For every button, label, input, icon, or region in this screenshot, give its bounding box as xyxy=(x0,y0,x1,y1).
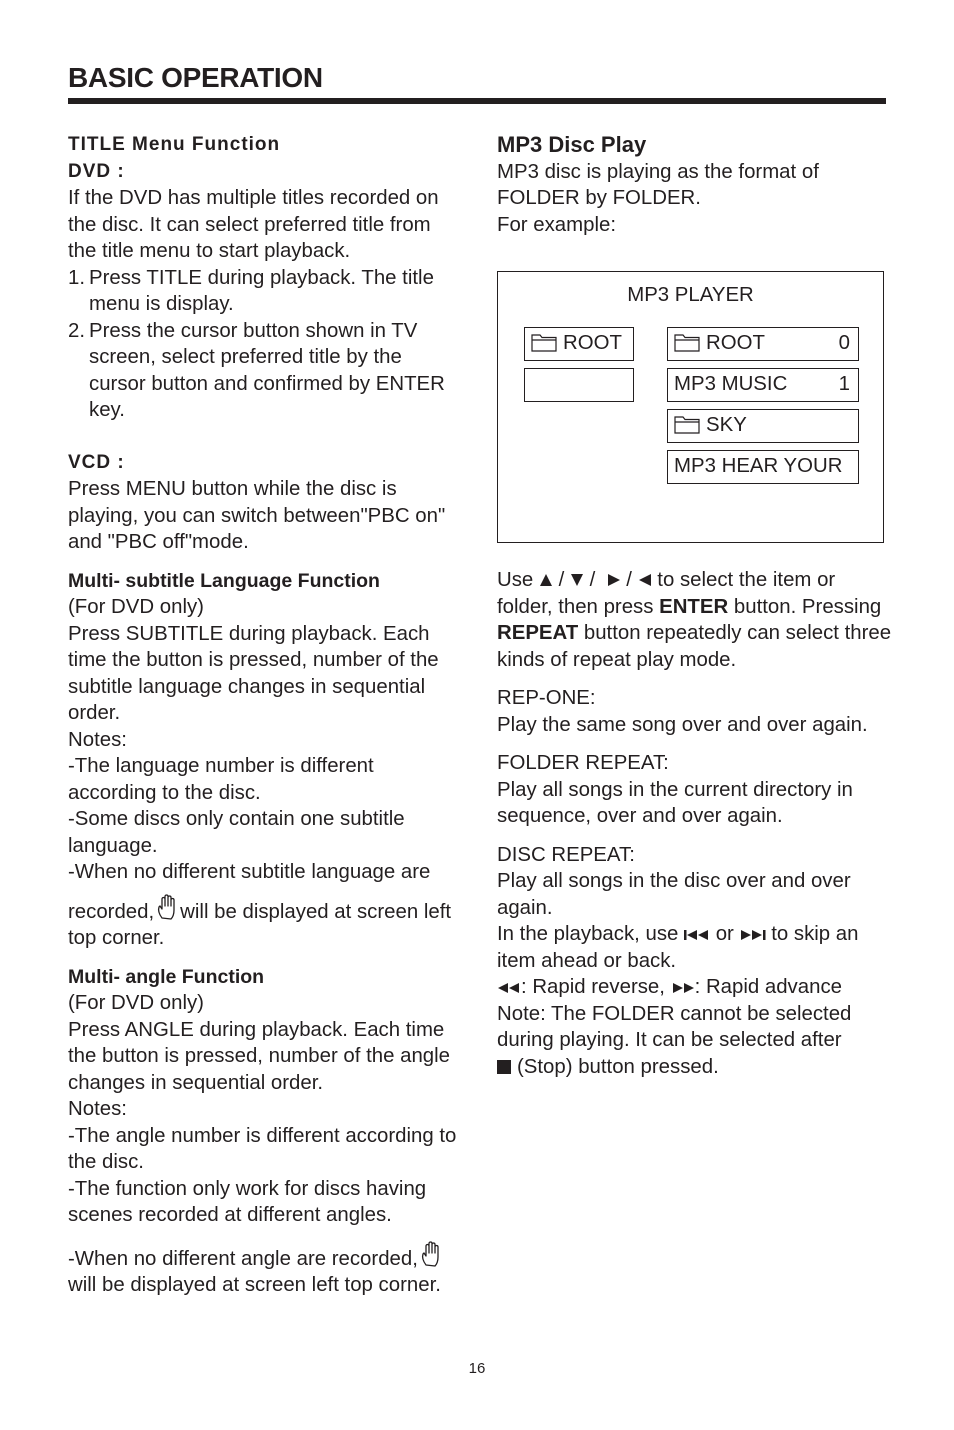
dvd-intro: If the DVD has multiple titles recorded on the disc. It can select preferred title from the title menu to start playback. xyxy=(68,187,439,262)
folder-icon xyxy=(674,414,700,434)
step-1-text: Press TITLE during playback. The title menu is display. xyxy=(89,266,434,315)
rep-one-label: REP-ONE: xyxy=(497,687,596,709)
right-item-mp3-music xyxy=(667,368,859,402)
skip-a: In the playback, use xyxy=(497,923,679,945)
subtitle-note-1: -The language number is different according to the disc. xyxy=(68,755,374,804)
folder-repeat-label: FOLDER REPEAT: xyxy=(497,752,669,774)
use-b: to select the item or folder, then press xyxy=(497,569,836,618)
use-c: button. xyxy=(733,595,797,618)
mp3-intro: MP3 disc is playing as the format of FOLDER by FOLDER. xyxy=(497,160,819,209)
skip-b: to skip an item ahead or back. xyxy=(497,923,859,972)
step-1 xyxy=(68,265,463,318)
title-menu-heading: TITLE Menu Function xyxy=(68,134,281,155)
hand-icon xyxy=(420,1241,442,1267)
rep-one-text: Play the same song over and over again. xyxy=(497,713,868,736)
skip-next-icon xyxy=(740,929,766,941)
rapid-controls xyxy=(497,974,892,1001)
disc-repeat-text: Play all songs in the disc over and over again. xyxy=(497,870,851,919)
left-item-empty xyxy=(524,368,634,402)
page-title: BASIC OPERATION xyxy=(68,62,323,93)
folder-repeat-text: Play all songs in the current directory in sequence, over and over again. xyxy=(497,778,853,827)
right-item-label: MP3 MUSIC xyxy=(674,373,788,395)
vcd-text: Press MENU button while the disc is playing, you can switch between"PBC on" and "PBC off"mode. xyxy=(68,478,446,553)
right-item-label: MP3 HEAR YOUR xyxy=(674,455,843,477)
left-item-root xyxy=(524,327,634,361)
title-rule xyxy=(68,98,886,104)
right-item-label: ROOT xyxy=(706,332,765,354)
stop-note xyxy=(497,1054,892,1081)
folder-note: Note: The FOLDER cannot be selected during playing. It can be selected after xyxy=(497,1002,852,1051)
press-a: Pressing xyxy=(801,595,882,618)
folder-icon xyxy=(531,332,557,352)
enter-key: ENTER xyxy=(659,595,729,618)
subtitle-heading: Multi- subtitle Language Function xyxy=(68,569,380,592)
skip-instructions xyxy=(497,921,892,974)
dvd-heading: DVD : xyxy=(68,160,125,182)
step-2-text: Press the cursor button shown in TV screen, select preferred title by the cursor button and confirmed by ENTER key. xyxy=(89,319,445,421)
right-arrow-icon xyxy=(607,573,621,587)
down-arrow-icon xyxy=(570,573,584,587)
stop-icon xyxy=(497,1060,511,1074)
repeat-key: REPEAT xyxy=(497,622,579,644)
hand-icon xyxy=(156,894,178,920)
skip-previous-icon xyxy=(684,929,710,941)
angle-note-2: -The function only work for discs having scenes recorded at different angles. xyxy=(68,1177,427,1226)
right-item-label: SKY xyxy=(706,414,747,436)
vcd-heading: VCD : xyxy=(68,451,125,473)
subtitle-note-2: -Some discs only contain one subtitle language. xyxy=(68,808,405,857)
rewind-icon xyxy=(497,982,521,994)
subtitle-notes-label: Notes: xyxy=(68,728,127,751)
subtitle-note-3: -When no different subtitle language are xyxy=(68,861,431,883)
subtitle-note-3-a: recorded, xyxy=(68,900,155,923)
angle-dvd-only: (For DVD only) xyxy=(68,992,204,1014)
rapid-reverse: : Rapid reverse, xyxy=(521,976,665,998)
left-item-label: ROOT xyxy=(563,332,622,354)
left-arrow-icon xyxy=(638,573,652,587)
step-1-number: 1. xyxy=(68,266,86,289)
step-2-number: 2. xyxy=(68,319,86,342)
angle-note-1: -The angle number is different according to the disc. xyxy=(68,1124,457,1173)
angle-text: Press ANGLE during playback. Each time the button is pressed, number of the angle changes in sequential order. xyxy=(68,1018,451,1094)
up-arrow-icon xyxy=(539,573,553,587)
page-number: 16 xyxy=(468,1360,486,1377)
angle-notes-label: Notes: xyxy=(68,1098,127,1120)
angle-note-3 xyxy=(68,1241,463,1299)
for-example: For example: xyxy=(497,213,616,236)
step-2 xyxy=(68,318,463,424)
folder-icon xyxy=(674,332,700,352)
subtitle-note-3-cont xyxy=(68,894,463,952)
disc-repeat-label: DISC REPEAT: xyxy=(497,843,635,866)
press-b: button repeatedly can select three kinds of repeat play mode. xyxy=(497,622,892,671)
subtitle-dvd-only: (For DVD only) xyxy=(68,596,204,618)
angle-heading: Multi- angle Function xyxy=(68,965,265,988)
mp3-player-diagram xyxy=(497,271,884,543)
angle-note-3-a: -When no different angle are recorded, xyxy=(68,1247,418,1270)
player-title: MP3 PLAYER xyxy=(627,284,754,306)
stop-text: (Stop) button pressed. xyxy=(517,1055,719,1078)
fast-forward-icon xyxy=(671,982,695,994)
left-column xyxy=(68,132,463,1299)
right-item-number: 1 xyxy=(838,373,850,395)
mp3-heading: MP3 Disc Play xyxy=(497,132,647,157)
right-item-sky xyxy=(667,409,859,443)
angle-note-3-b: will be displayed at screen left top corner. xyxy=(68,1274,441,1296)
right-column-lower xyxy=(497,567,892,1080)
use-a: Use xyxy=(497,569,534,591)
right-item-number: 0 xyxy=(838,332,850,354)
right-column xyxy=(497,132,892,238)
right-item-root xyxy=(667,327,859,361)
skip-or: or xyxy=(715,923,734,945)
use-instructions: Use / / / to select the item or folder, then press ENTER button. Pressing REPEAT button repeatedly can select three kinds of repeat play mode. xyxy=(497,569,892,671)
rapid-advance: : Rapid advance xyxy=(694,976,842,998)
right-item-mp3-hear-your xyxy=(667,450,859,484)
subtitle-text: Press SUBTITLE during playback. Each time the button is pressed, number of the subtitle language changes in sequential order. xyxy=(68,622,439,724)
subtitle-note-3-b: will be displayed at screen left top corner. xyxy=(68,900,452,949)
